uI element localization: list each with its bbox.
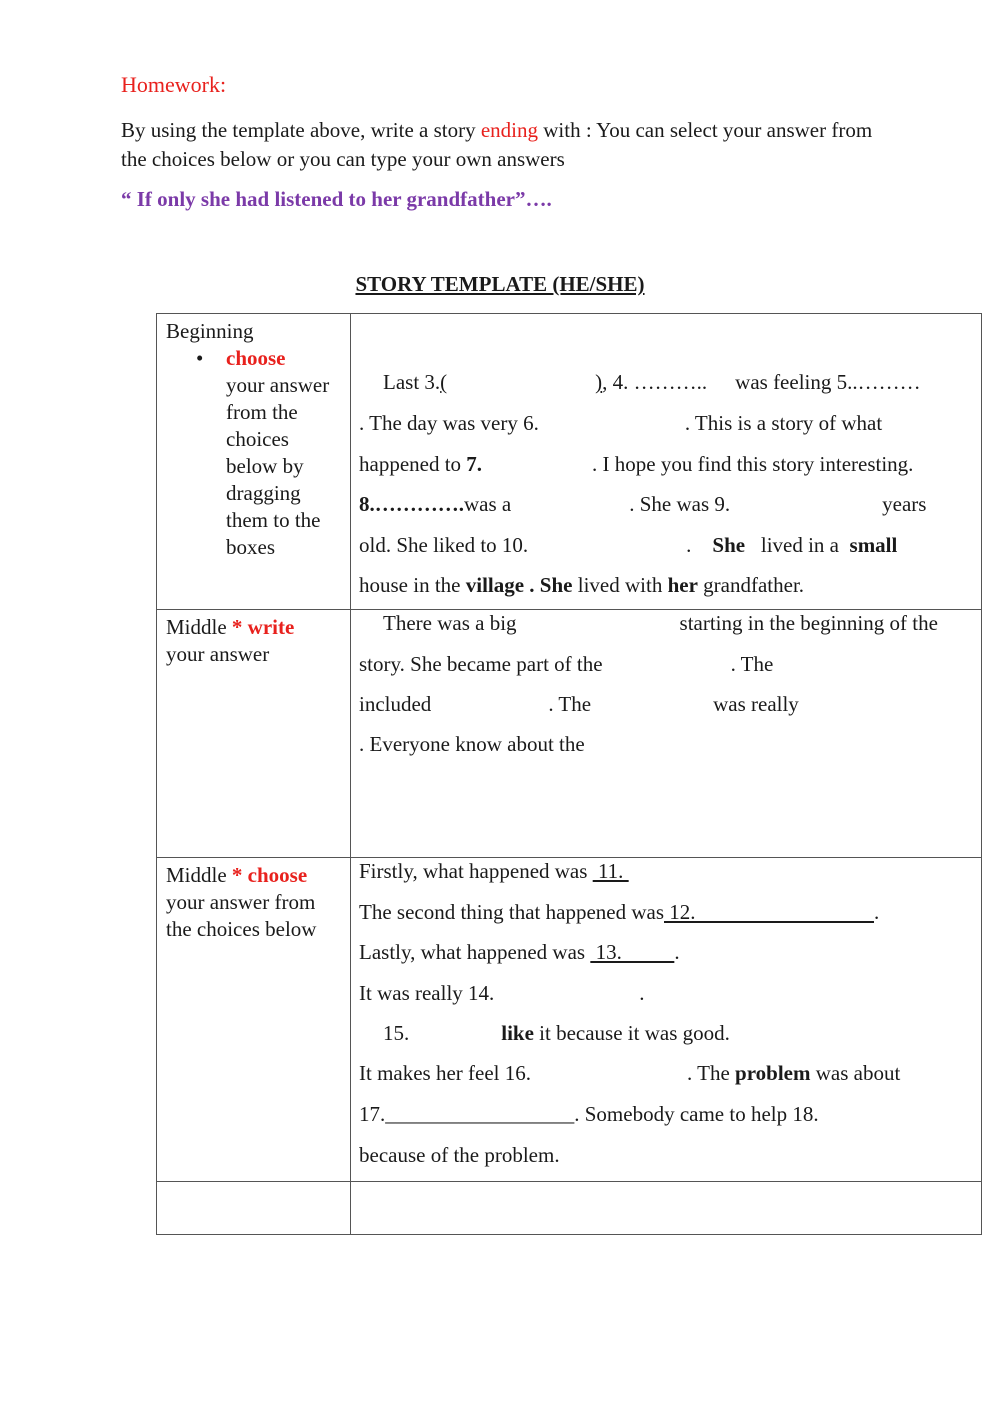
beginning-line-3: happened to 7. . I hope you find this story interesting.	[359, 452, 914, 476]
middle-write-line-2: story. She became part of the . The	[359, 652, 774, 676]
empty-label-cell	[157, 1182, 351, 1235]
blank-11[interactable]: 11.	[592, 859, 629, 883]
beginning-line-6: house in the village . She lived with her grandfather.	[359, 573, 805, 597]
instructions: By using the template above, write a story ending with : You can select your answer from the choices below or you can type your own answers	[121, 118, 873, 171]
beginning-row	[157, 314, 982, 610]
middle-choose-row	[157, 858, 982, 1182]
middle-choose-line-6: It makes her feel 16. . The problem was about	[359, 1061, 901, 1085]
beginning-label: Beginning	[166, 319, 254, 343]
blank-12[interactable]: 12.	[664, 900, 874, 924]
template-title: STORY TEMPLATE (HE/SHE)	[355, 272, 645, 296]
middle-choose-line-5: 15. like it because it was good.	[383, 1021, 730, 1045]
middle-write-line-3: included . The was really	[359, 692, 799, 716]
middle-write-text-cell	[351, 610, 982, 858]
story-template-table	[156, 313, 982, 1235]
beginning-label-cell	[157, 314, 351, 610]
middle-choose-label-cell	[157, 858, 351, 1182]
empty-text-cell[interactable]	[351, 1182, 982, 1235]
middle-write-line-1: There was a big starting in the beginning of the	[383, 611, 938, 635]
middle-choose-line-7: 17.__________________. Somebody came to help 18.	[359, 1102, 819, 1126]
middle-choose-line-1: Firstly, what happened was 11.	[359, 859, 629, 883]
empty-row	[157, 1182, 982, 1235]
beginning-line-2: . The day was very 6. . This is a story of what	[359, 411, 883, 435]
middle-choose-line-4: It was really 14. .	[359, 981, 645, 1005]
middle-choose-line-2: The second thing that happened was 12. .	[359, 900, 880, 924]
beginning-line-1: Last 3.( ), 4. ……….. was feeling 5..………	[383, 370, 921, 394]
story-ending-quote: “ If only she had listened to her grandfather”….	[121, 187, 552, 211]
beginning-line-4: 8.………….was a . She was 9. years	[359, 492, 927, 516]
middle-choose-text-cell	[351, 858, 982, 1182]
beginning-text-cell	[351, 314, 982, 610]
beginning-instructions	[166, 345, 344, 561]
blank-3[interactable]: ( )	[440, 370, 603, 394]
middle-write-row	[157, 610, 982, 858]
blank-13[interactable]: 13.	[590, 940, 675, 964]
middle-choose-line-8: because of the problem.	[359, 1143, 560, 1167]
homework-heading: Homework:	[121, 72, 227, 97]
beginning-bullet: • choose your answer from the choices below by dragging them to the boxes	[226, 345, 344, 561]
middle-write-label: Middle * write your answer	[166, 615, 295, 666]
middle-write-label-cell	[157, 610, 351, 858]
middle-choose-line-3: Lastly, what happened was 13. .	[359, 940, 680, 964]
beginning-line-5: old. She liked to 10. . She lived in a small	[359, 533, 898, 557]
middle-choose-label: Middle * choose your answer from the choices below	[166, 863, 317, 941]
middle-write-line-4: . Everyone know about the	[359, 732, 585, 756]
